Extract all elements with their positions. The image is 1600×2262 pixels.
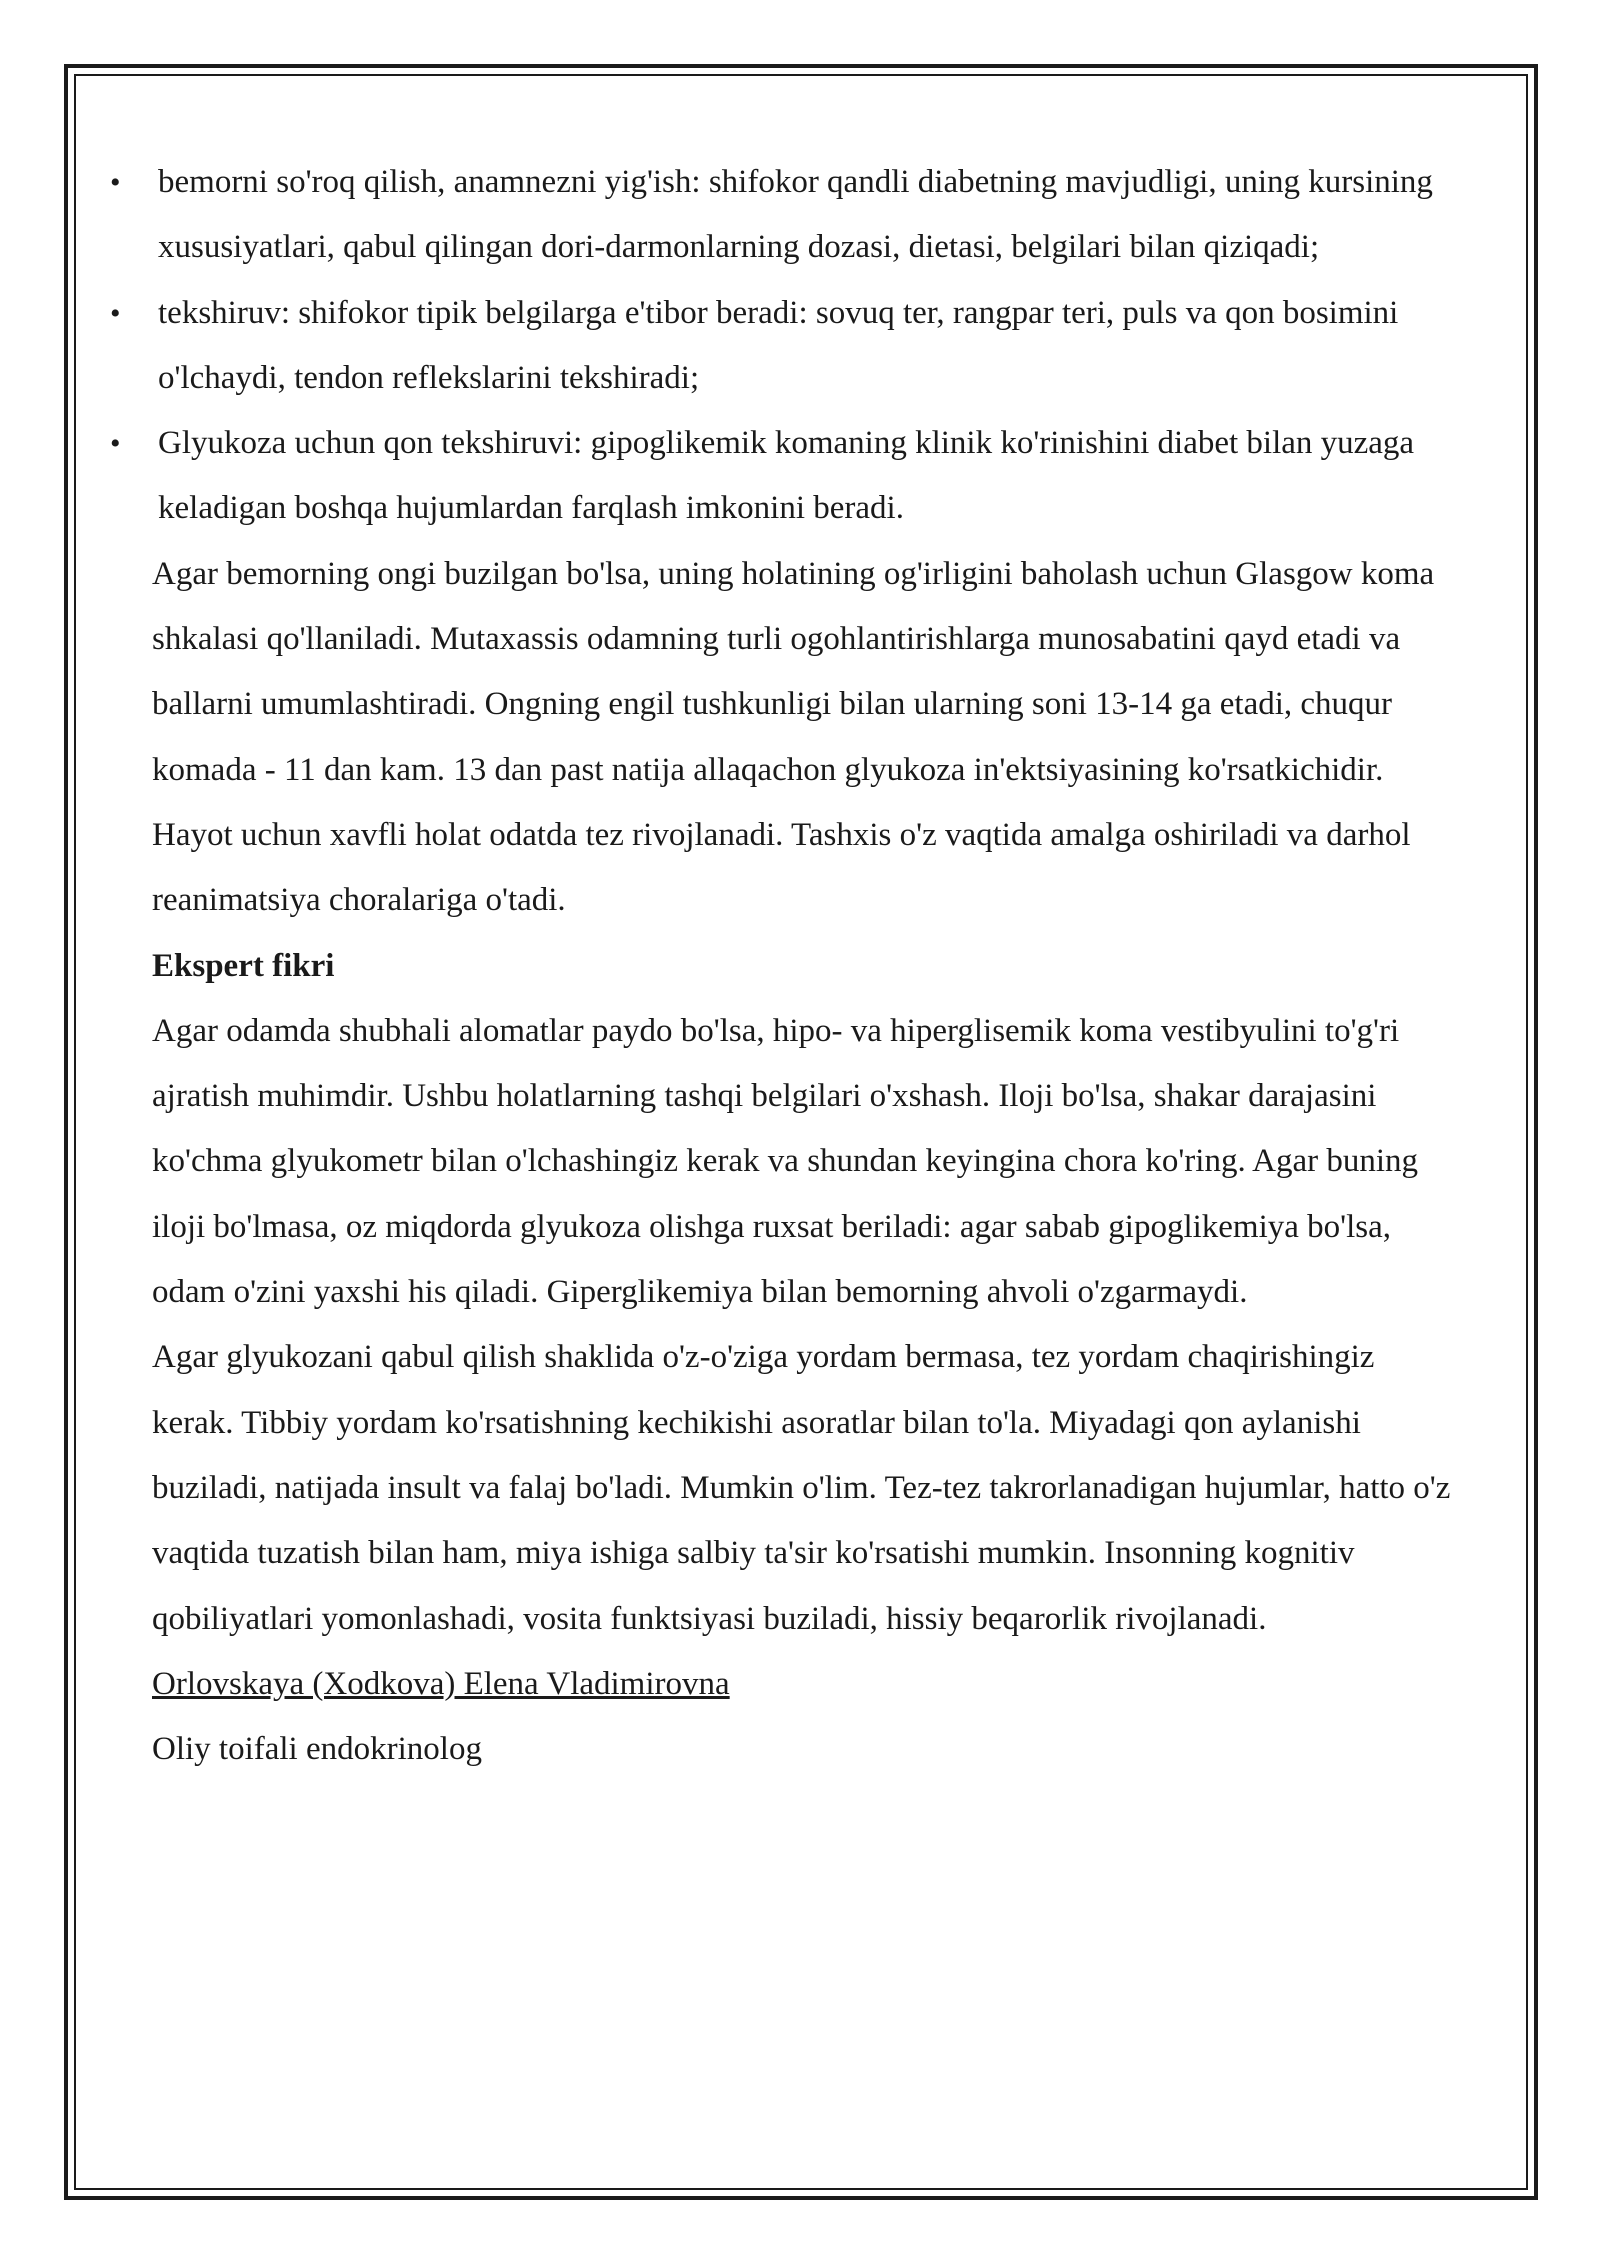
author-title: Oliy toifali endokrinolog — [152, 1731, 482, 1768]
bullet-icon: • — [110, 166, 121, 199]
document-body — [110, 150, 1462, 1782]
paragraph-life-threat: Hayot uchun xavfli holat odatda tez rivojlanadi. Tashxis o'z vaqtida amalga oshiriladi va darhol reanimatsiya choralariga o'tadi. — [152, 816, 1411, 919]
list-item — [110, 411, 1462, 542]
paragraph-complications: Agar glyukozani qabul qilish shaklida o'z-o'ziga yordam bermasa, tez yordam chaqirishingiz kerak. Tibbiy yordam ko'rsatishning kechikishi asoratlar bilan to'la. Miyadagi qon aylanishi buziladi, natijada insult va falaj bo'ladi. Mumkin o'lim. Tez-tez takrorlanadigan hujumlar, hatto o'z vaqtida tuzatish bilan ham, miya ishiga salbiy ta'sir ko'rsatishi mumkin. Insonning kognitiv qobiliyatlari yomonlashadi, vosita funktsiyasi buziladi, hissiy beqarorlik rivojlanadi. — [152, 1339, 1451, 1637]
bullet-icon: • — [110, 296, 121, 330]
paragraph-glasgow-scale: Agar bemorning ongi buzilgan bo'lsa, uning holatining og'irligini baholash uchun Glasgow koma shkalasi qo'llaniladi. Mutaxassis odamning turli ogohlantirishlarga munosabatini qayd etadi va ballarni umumlashtiradi. Ongning engil tushkunligi bilan ularning soni 13-14 ga etadi, chuqur komada - 11 dan kam. 13 dan past natija allaqachon glyukoza in'ektsiyasining ko'rsatkichidir. — [152, 555, 1435, 788]
list-item-text: bemorni so'roq qilish, anamnezni yig'ish: shifokor qandli diabetning mavjudligi, uning kursining xususiyatlari, qabul qilingan dori-darmonlarning dozasi, dietasi, belgilari bilan qiziqadi; — [158, 164, 1433, 266]
paragraph-differentiation: Agar odamda shubhali alomatlar paydo bo'lsa, hipo- va hiperglisemik koma vestibyulini to'g'ri ajratish muhimdir. Ushbu holatlarning tashqi belgilari o'xshash. Iloji bo'lsa, shakar darajasini ko'chma glyukometr bilan o'lchashingiz kerak va shundan keyingina chora ko'ring. Agar buning iloji bo'lmasa, oz miqdorda glyukoza olishga ruxsat beriladi: agar sabab gipoglikemiya bo'lsa, odam o'zini yaxshi his qiladi. Giperglikemiya bilan bemorning ahvoli o'zgarmaydi. — [152, 1012, 1419, 1311]
list-item — [110, 150, 1462, 281]
list-item-text: tekshiruv: shifokor tipik belgilarga e'tibor beradi: sovuq ter, rangpar teri, puls va qon bosimini o'lchaydi, tendon reflekslarini tekshiradi; — [158, 294, 1399, 396]
list-item-text: Glyukoza uchun qon tekshiruvi: gipoglikemik komaning klinik ko'rinishini diabet bilan yuzaga keladigan boshqa hujumlardan farqlash imkonini beradi. — [158, 425, 1415, 527]
section-heading: Ekspert fikri — [152, 947, 335, 984]
author-name: Orlovskaya (Xodkova) Elena Vladimirovna — [152, 1665, 730, 1702]
bullet-icon: • — [110, 427, 121, 461]
bullet-list — [110, 150, 1462, 542]
list-item — [110, 281, 1462, 412]
